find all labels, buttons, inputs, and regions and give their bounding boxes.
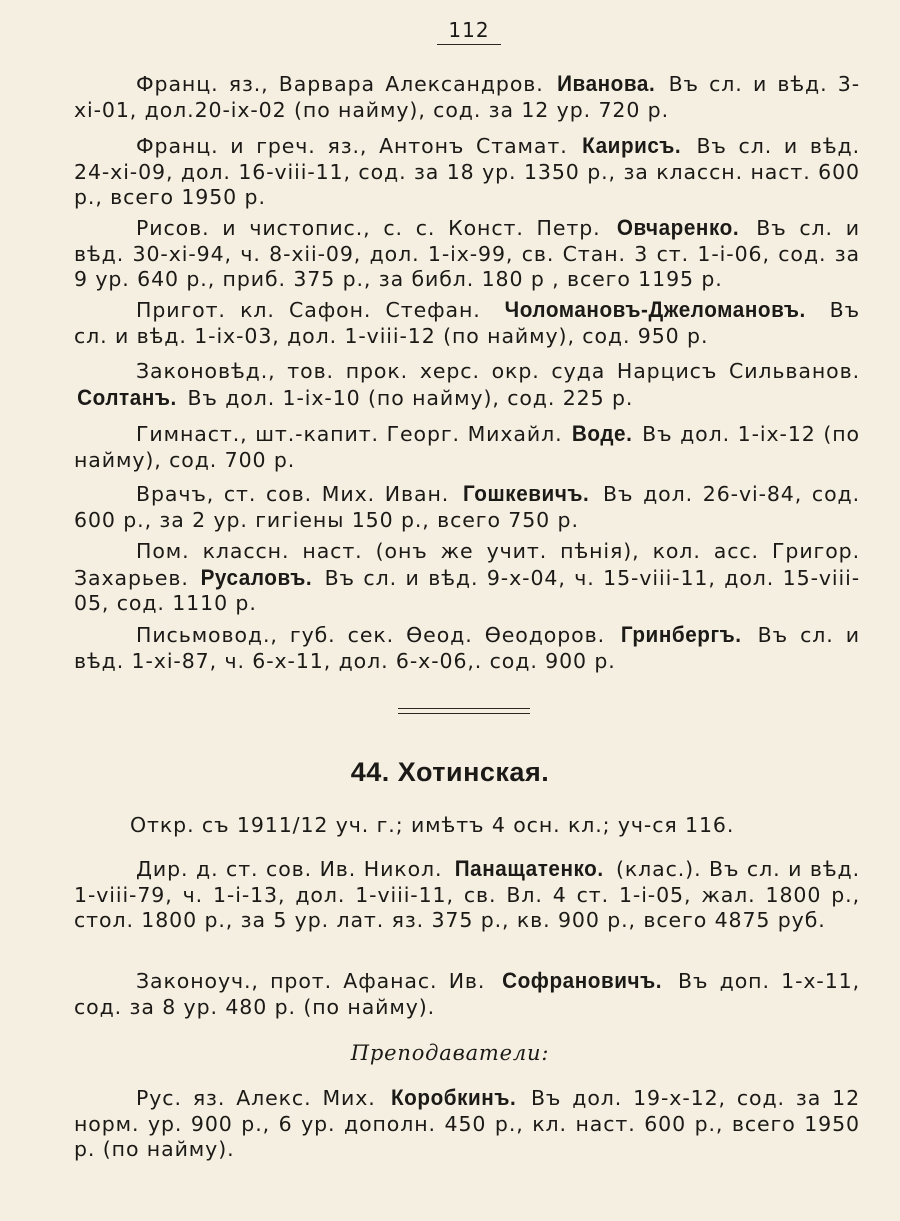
staff-entry: Дир. д. ст. сов. Ив. Никол. Панащатенко. (клас.). Въ сл. и вѣд. 1-viii-79, ч. 1-i-13, дол. 1-viii-11, св. Вл. 4 ст. 1-i-05, жал. 1800 р., стол. 1800 р., за 5 ур. лат. яз. 375 р., кв. 900 р., всего 4875 руб. [74, 856, 860, 932]
section-divider [398, 708, 530, 709]
page-number: 112 [448, 18, 490, 42]
staff-name: Гринбергъ. [620, 622, 742, 647]
school-intro: Откр. съ 1911/12 уч. г.; имѣтъ 4 осн. кл.; уч-ся 116. [130, 813, 735, 837]
staff-entry: Рус. яз. Алекс. Мих. Коробкинъ. Въ дол. 19-x-12, сод. за 12 норм. ур. 900 р., 6 ур. дополн. 450 р., кл. наст. 600 р., всего 1950 р. (по найму). [74, 1085, 861, 1161]
staff-name: Панащатенко. [454, 856, 604, 881]
staff-name: Каирисъ. [582, 133, 682, 158]
staff-entry: Пом. классн. наст. (онъ же учит. пѣнія), кол. асс. Григор. Захарьев. Русаловъ. Въ сл. и вѣд. 9-x-04, ч. 15-viii-11, дол. 15-viii-05, сод. 1110 р. [74, 539, 860, 615]
section-heading: 44. Хотинская. [350, 757, 550, 787]
staff-name: Коробкинъ. [390, 1085, 517, 1110]
staff-name: Гошкевичъ. [462, 481, 590, 506]
staff-name: Русаловъ. [200, 564, 313, 590]
staff-entry: Врачъ, ст. сов. Мих. Иван. Гошкевичъ. Въ дол. 26-vi-84, сод. 600 р., за 2 ур. гигіены 150 р., всего 750 р. [74, 481, 860, 532]
staff-name: Софрановичъ. [501, 968, 662, 993]
staff-entry: Законовѣд., тов. прок. херс. окр. суда Нарцисъ Сильванов. Солтанъ. Въ дол. 1-ix-10 (по найму), сод. 225 р. [77, 359, 860, 410]
staff-entry: Гимнаст., шт.-капит. Георг. Михайл. Воде. Въ дол. 1-ix-12 (по найму), сод. 700 р. [74, 421, 860, 472]
staff-entry: Франц. яз., Варвара Александров. Иванова. Въ сл. и вѣд. 3-xi-01, дол.20-ix-02 (по найму), сод. за 12 ур. 720 р. [74, 71, 861, 122]
staff-name: Воде. [572, 421, 633, 446]
staff-name: Солтанъ. [77, 384, 177, 410]
staff-entry: Письмовод., губ. сек. Ѳеод. Ѳеодоров. Гринбергъ. Въ сл. и вѣд. 1-xi-87, ч. 6-x-11, дол. 6-x-06,. сод. 900 р. [74, 622, 860, 673]
staff-entry: Законоуч., прот. Афанас. Ив. Софрановичъ. Въ доп. 1-x-11, сод. за 8 ур. 480 р. (по найму). [74, 968, 860, 1019]
staff-name: Чоломановъ-Джеломановъ. [504, 297, 806, 322]
page-number-underline [437, 44, 501, 45]
staff-entry: Рисов. и чистопис., с. с. Конст. Петр. Овчаренко. Въ сл. и вѣд. 30-xi-94, ч. 8-xii-09, дол. 1-ix-99, св. Стан. 3 ст. 1-i-06, сод. за 9 ур. 640 р., приб. 375 р., за библ. 180 р , всего 1195 р. [74, 215, 860, 291]
staff-name: Овчаренко. [617, 215, 740, 240]
section-divider [398, 713, 530, 714]
staff-entry: Пригот. кл. Сафон. Стефан. Чоломановъ-Джеломановъ. Въ сл. и вѣд. 1-ix-03, дол. 1-viii-12 (по найму), сод. 950 р. [74, 297, 861, 348]
staff-entry: Франц. и греч. яз., Антонъ Стамат. Каирисъ. Въ сл. и вѣд. 24-xi-09, дол. 16-viii-11, сод. за 18 ур. 1350 р., за классн. наст. 600 р., всего 1950 р. [74, 133, 860, 209]
staff-name: Иванова. [557, 71, 656, 96]
teachers-subheading: Преподаватели: [350, 1041, 550, 1065]
